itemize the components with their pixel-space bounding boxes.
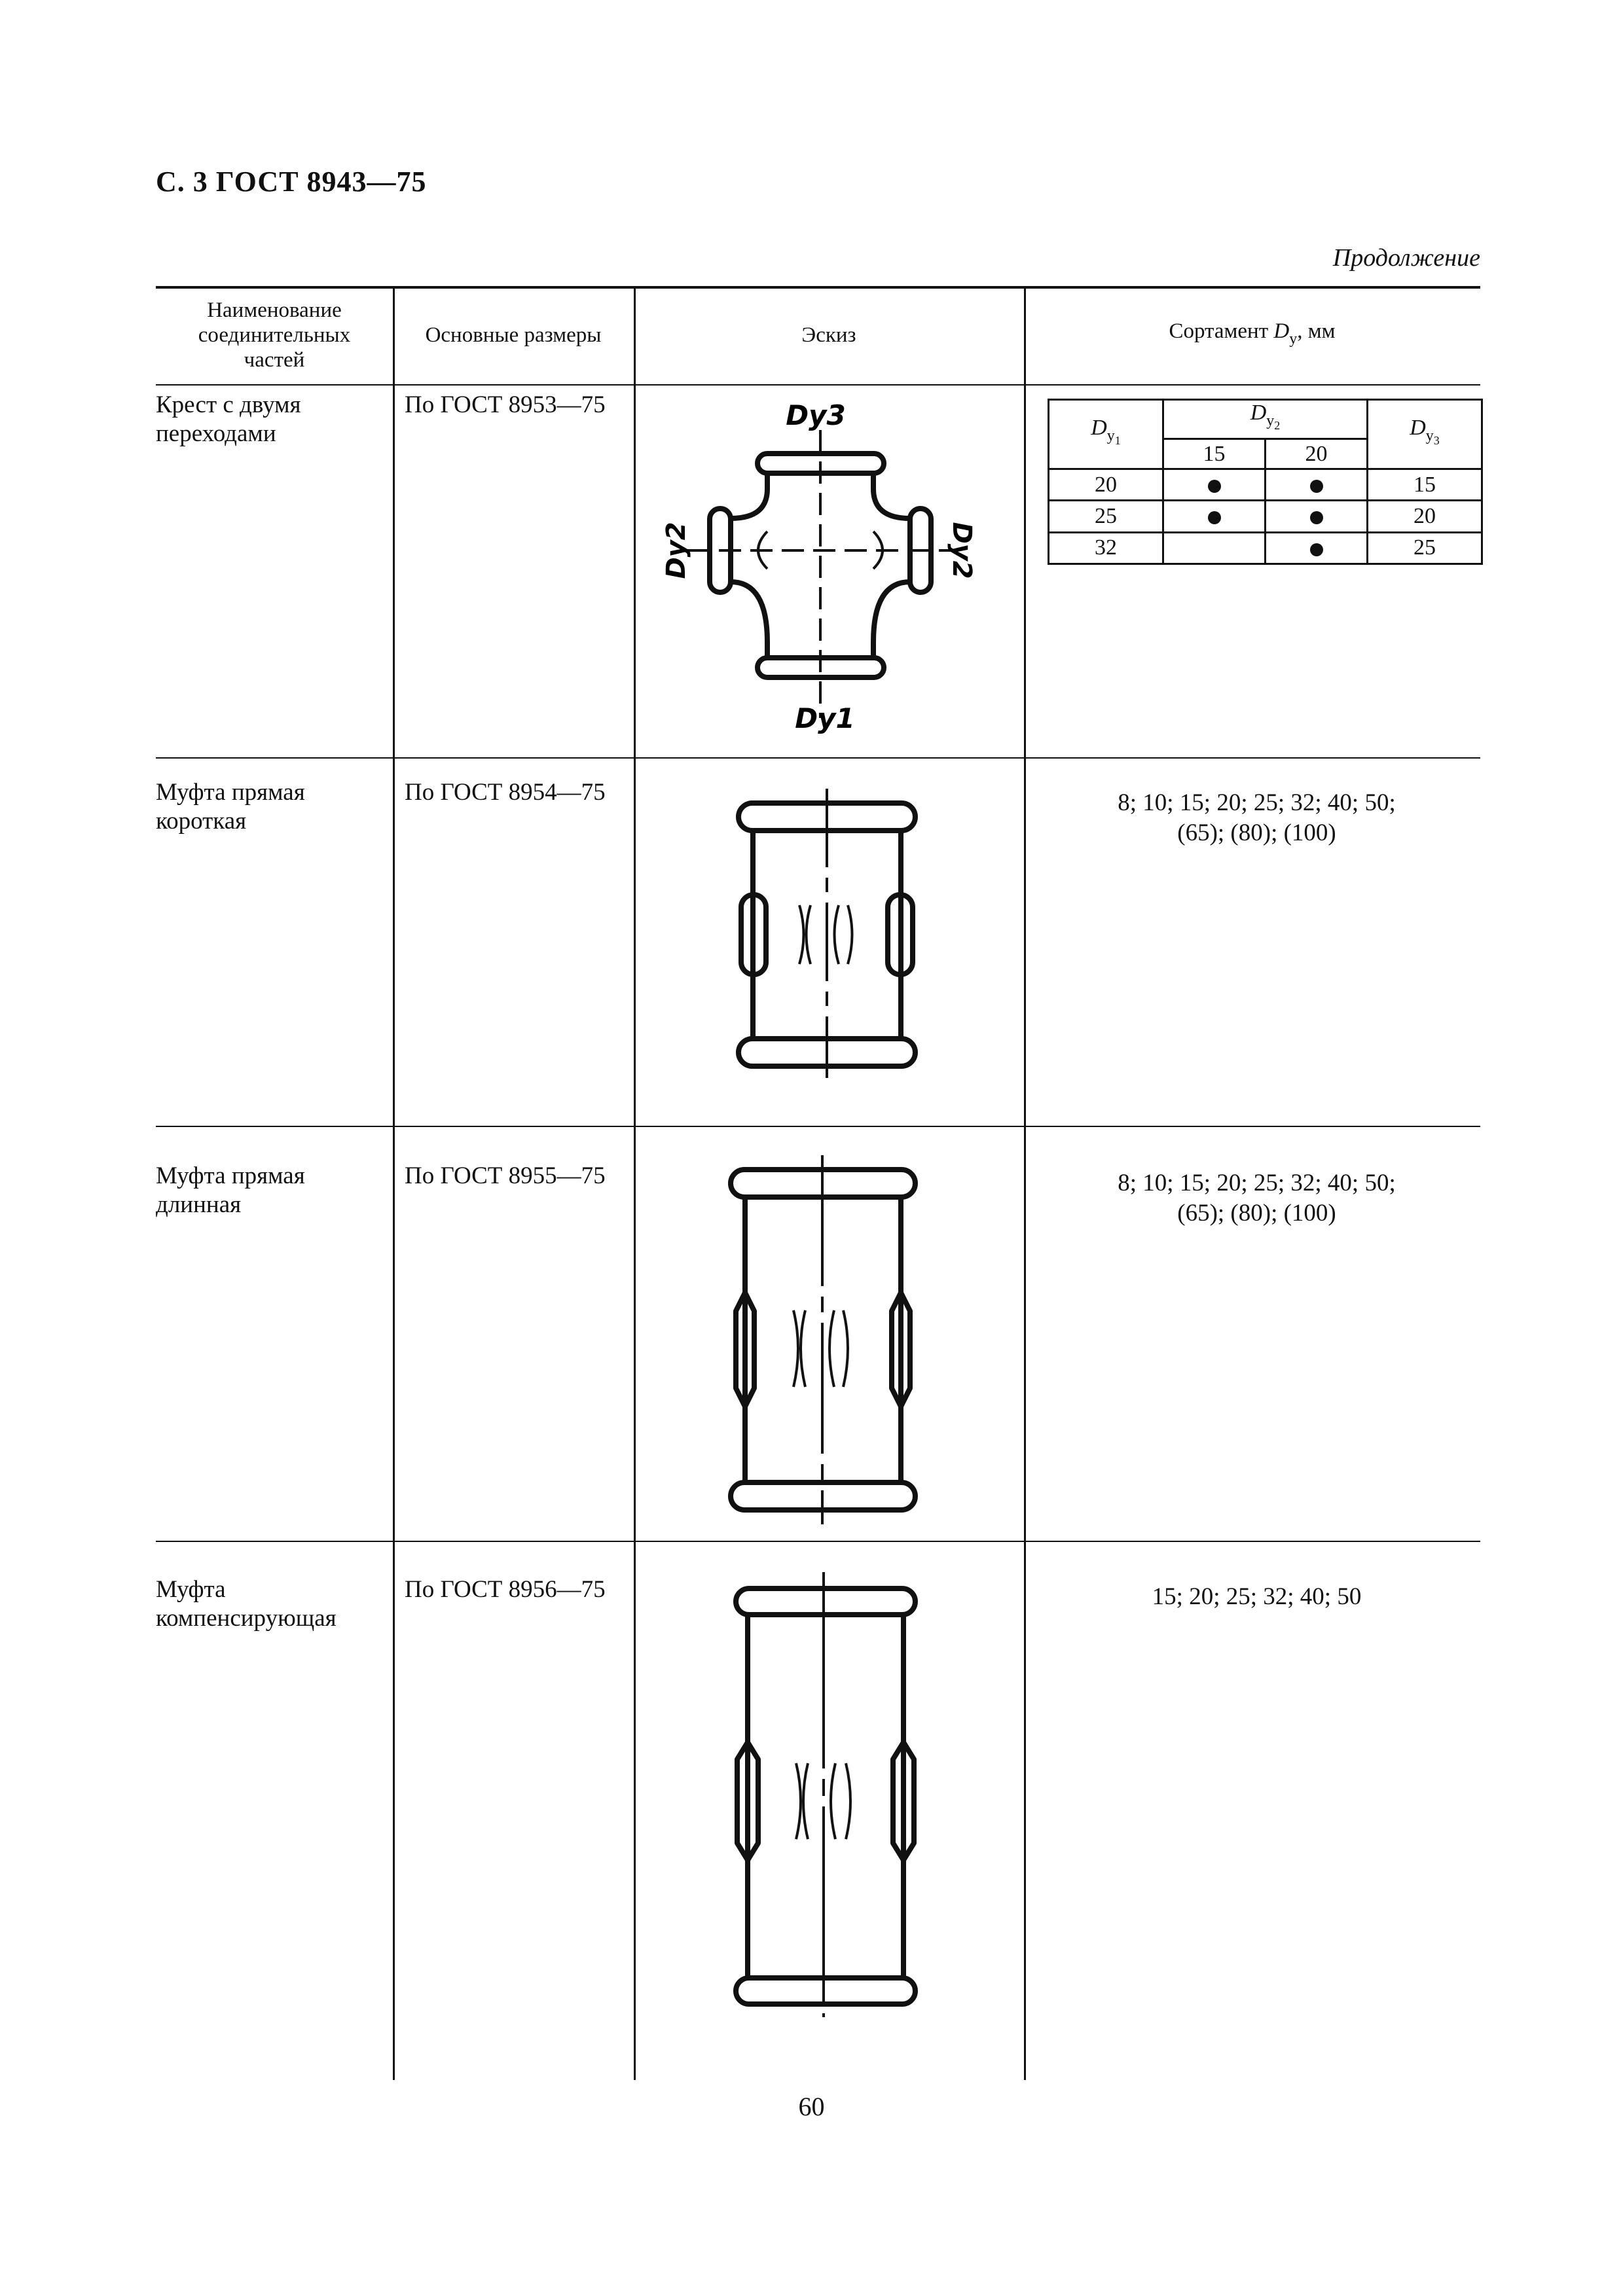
- column-header-name: [156, 286, 393, 384]
- row-assortment: 8; 10; 15; 20; 25; 32; 40; 50; (65); (80); (100): [1118, 789, 1396, 846]
- table-row: 25 20: [1049, 501, 1482, 532]
- head-dy2: $D_{у_2}$: [1163, 400, 1368, 439]
- row-separator: [156, 757, 1480, 759]
- column-rule: [393, 286, 395, 2080]
- row-assortment: 8; 10; 15; 20; 25; 32; 40; 50; (65); (80); (100): [1118, 1170, 1396, 1227]
- page-header: С. 3 ГОСТ 8943—75: [156, 166, 427, 198]
- header-line: соединительных: [198, 323, 351, 347]
- availability-dot: [1310, 543, 1323, 556]
- row-separator: [156, 1126, 1480, 1127]
- short-coupling-sketch: [712, 783, 922, 1085]
- availability-dot: [1208, 480, 1221, 493]
- row-separator: [156, 1541, 1480, 1542]
- row-standard: По ГОСТ 8956—75: [405, 1576, 606, 1603]
- table-row: 32 25: [1049, 532, 1482, 564]
- compensating-coupling-sketch: [712, 1566, 922, 2024]
- row-standard: По ГОСТ 8955—75: [405, 1162, 606, 1189]
- row-name: Муфта прямая короткая: [156, 779, 305, 834]
- head-dy1: $D_{у_1}$: [1049, 400, 1163, 469]
- header-line: Наименование: [207, 298, 342, 322]
- row-name: Крест с двумя переходами: [156, 391, 301, 447]
- long-coupling-sketch: [712, 1150, 922, 1530]
- head-dy3: $D_{у_3}$: [1368, 400, 1482, 469]
- column-header-assortment: Сортамент $D_у$, мм: [1169, 319, 1336, 348]
- label-dy1: Dy1: [795, 702, 855, 734]
- label-dy3: Dy3: [786, 399, 846, 431]
- availability-dot: [1310, 511, 1323, 524]
- row-assortment: 15; 20; 25; 32; 40; 50: [1152, 1583, 1362, 1610]
- row-name: Муфта прямая длинная: [156, 1162, 305, 1218]
- label-dy2-right: Dy2: [947, 522, 977, 579]
- row-standard: По ГОСТ 8954—75: [405, 779, 606, 806]
- header-line: частей: [244, 348, 305, 372]
- availability-dot: [1208, 511, 1221, 524]
- subhead-15: 15: [1163, 439, 1266, 469]
- table-head-rule: [156, 384, 1480, 386]
- label-dy2-left: Dy2: [661, 522, 691, 579]
- column-header-sketch: Эскиз: [801, 323, 856, 347]
- continuation-label: Продолжение: [1332, 244, 1480, 272]
- page-number: 60: [798, 2092, 825, 2121]
- subhead-20: 20: [1266, 439, 1368, 469]
- column-rule: [1024, 286, 1026, 2080]
- availability-dot: [1310, 480, 1323, 493]
- table-row: 20 15: [1049, 469, 1482, 501]
- column-header-sizes: Основные размеры: [425, 323, 602, 347]
- row-name: Муфта компенсирующая: [156, 1576, 337, 1632]
- row-standard: По ГОСТ 8953—75: [405, 391, 606, 418]
- cross-sketch: [653, 391, 1020, 757]
- column-rule: [634, 286, 636, 2080]
- cross-assortment-table: [1048, 399, 1483, 565]
- fittings-table: [156, 286, 1480, 2080]
